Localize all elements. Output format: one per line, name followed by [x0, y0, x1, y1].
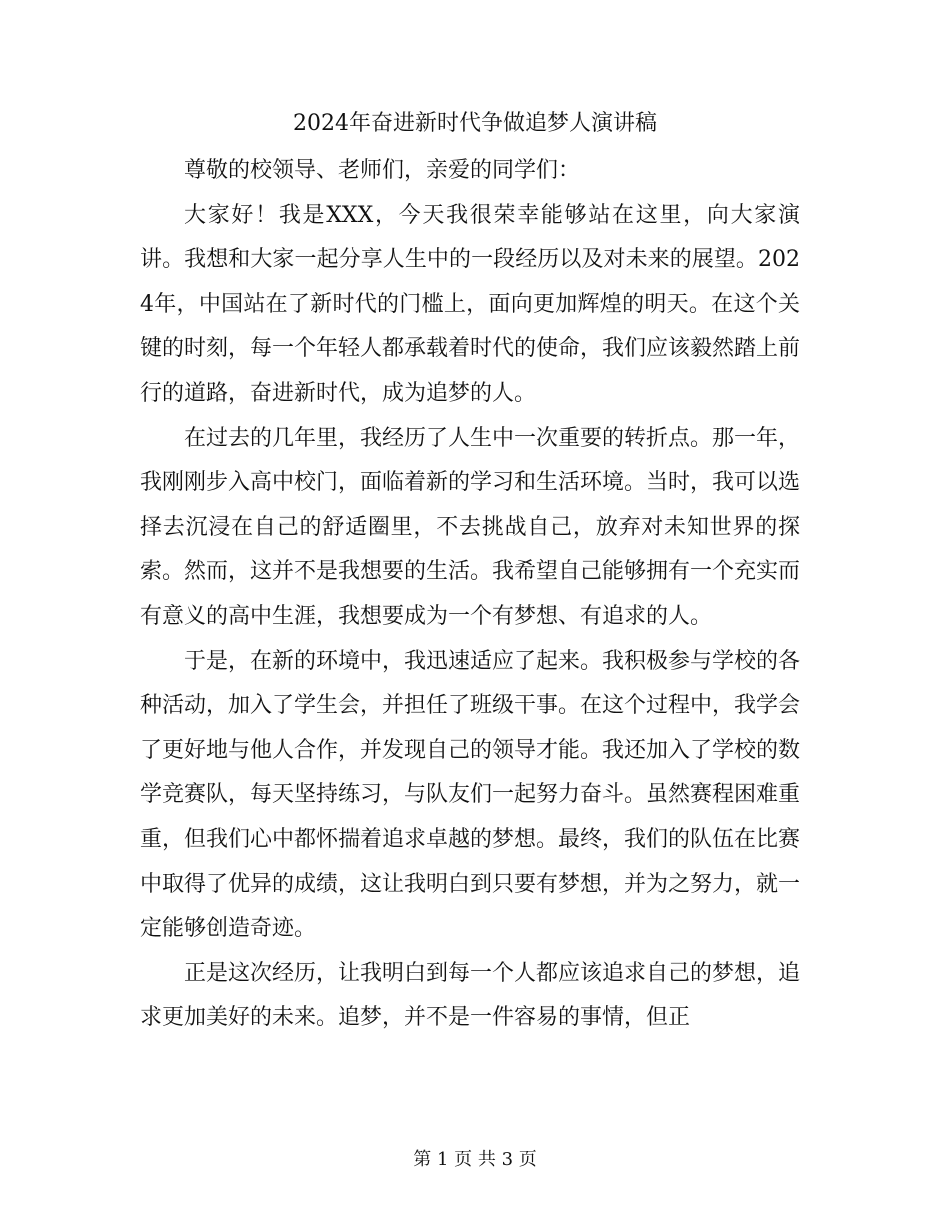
body-paragraph: 正是这次经历，让我明白到每一个人都应该追求自己的梦想，追求更加美好的未来。追梦，并不是一件容易的事情，但正	[140, 960, 801, 1031]
body-paragraph: 在过去的几年里，我经历了人生中一次重要的转折点。那一年，我刚刚步入高中校门，面临着新的学习和生活环境。当时，我可以选择去沉浸在自己的舒适圈里，不去挑战自己，放弃对未知世界的探索。然而，这并不是我想要的生活。我希望自己能够拥有一个充实而有意义的高中生涯，我想要成为一个有梦想、有追求的人。	[140, 425, 801, 629]
body-paragraph: 大家好！我是XXX，今天我很荣幸能够站在这里，向大家演讲。我想和大家一起分享人生中的一段经历以及对未来的展望。2024年，中国站在了新时代的门槛上，面向更加辉煌的明天。在这个关键的时刻，每一个年轻人都承载着时代的使命，我们应该毅然踏上前行的道路，奋进新时代，成为追梦的人。	[140, 202, 801, 406]
body-paragraph: 于是，在新的环境中，我迅速适应了起来。我积极参与学校的各种活动，加入了学生会，并担任了班级干事。在这个过程中，我学会了更好地与他人合作，并发现自己的领导才能。我还加入了学校的数学竞赛队，每天坚持练习，与队友们一起努力奋斗。虽然赛程困难重重，但我们心中都怀揣着追求卓越的梦想。最终，我们的队伍在比赛中取得了优异的成绩，这让我明白到只要有梦想，并为之努力，就一定能够创造奇迹。	[140, 648, 801, 942]
document-title: 2024年奋进新时代争做追梦人演讲稿	[293, 111, 657, 136]
page-number-footer: 第 1 页 共 3 页	[413, 1149, 537, 1170]
document-body	[140, 149, 800, 1041]
salutation-paragraph: 尊敬的校领导、老师们，亲爱的同学们：	[184, 158, 581, 183]
